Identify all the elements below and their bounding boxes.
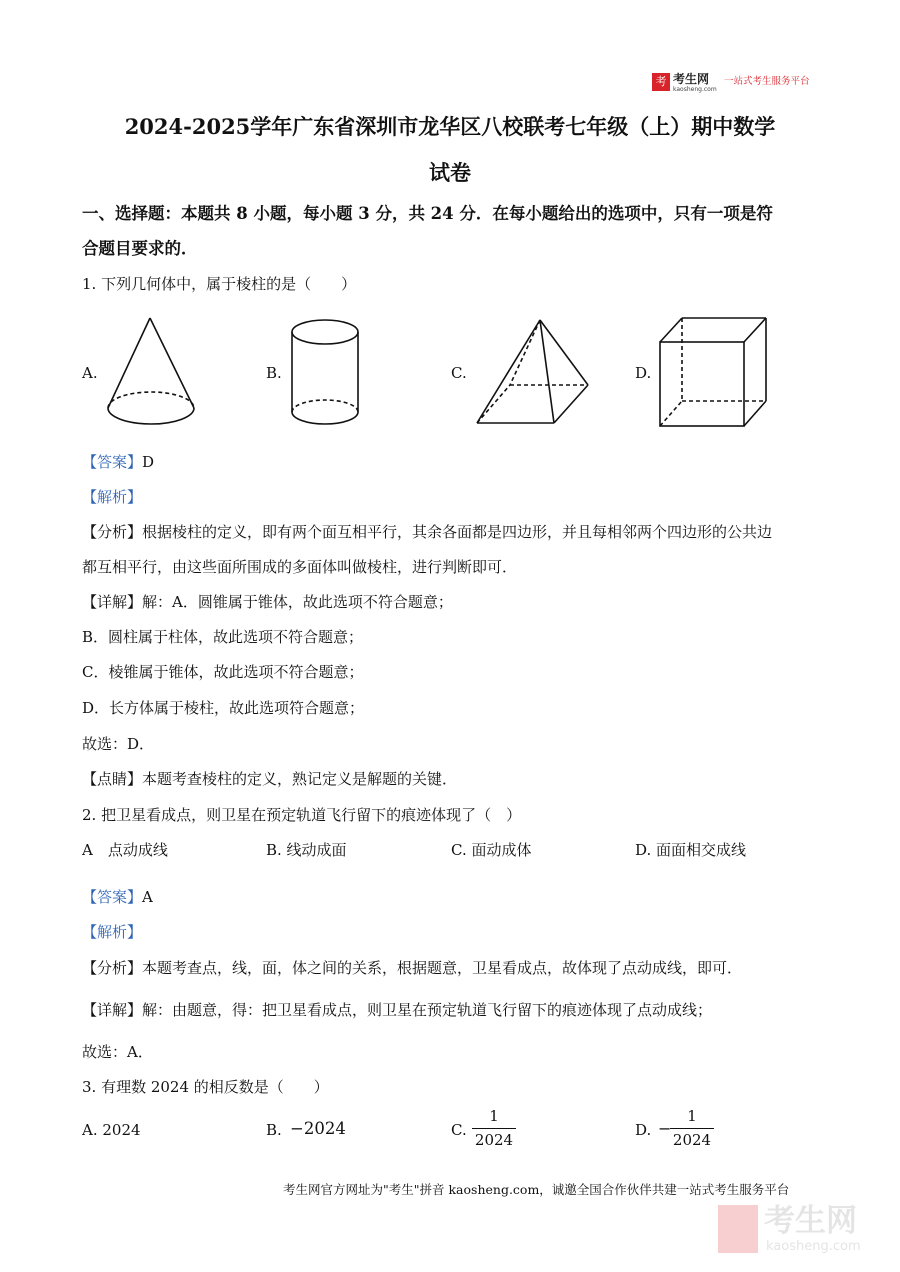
q2-stem: 2. 把卫星看成点，则卫星在预定轨道飞行留下的痕迹体现了（ ）	[82, 806, 522, 824]
fraction-numerator: 1	[472, 1106, 516, 1129]
cuboid-figure-icon	[656, 313, 776, 433]
answer-value: D	[142, 453, 155, 471]
q1-xiangjie-line1	[82, 592, 453, 612]
fenxi-text: 根据棱柱的定义，即有两个面互相平行，其余各面都是四边形，并且每相邻两个四边形的公共边	[142, 523, 773, 541]
q1-xiangjie-line-b: B．圆柱属于柱体，故此选项不符合题意；	[82, 628, 364, 646]
watermark-name: 考生网	[764, 1203, 857, 1239]
q2-analysis-tag: 【解析】	[82, 923, 143, 941]
footer-text: 考生网官方网址为"考生"拼音 kaosheng.com，诚邀全国合作伙伴共建一站式考生服务平台	[283, 1182, 790, 1197]
page-title-line1: 2024-2025学年广东省深圳市龙华区八校联考七年级（上）期中数学	[124, 114, 776, 139]
logo-mark-icon: 考	[652, 73, 670, 91]
pyramid-figure-icon	[474, 316, 594, 431]
q1-fenxi-line1	[82, 522, 772, 542]
q3-option-d-sign: −	[658, 1119, 672, 1138]
q1-xiangjie-line-d: D．长方体属于棱柱，故此选项符合题意；	[82, 699, 365, 717]
logo-domain: kaosheng.com	[673, 86, 717, 93]
q3-option-c-fraction	[472, 1106, 516, 1151]
q3-stem: 3. 有理数 2024 的相反数是（ ）	[82, 1078, 329, 1096]
q1-option-d-label: D.	[635, 364, 652, 382]
q1-stem: 1. 下列几何体中，属于棱柱的是（ ）	[82, 275, 357, 293]
q2-choose: 故选：A．	[82, 1043, 153, 1061]
dianjing-tag: 【点睛】	[82, 770, 143, 788]
watermark-logo-icon	[718, 1205, 758, 1253]
q1-analysis-tag: 【解析】	[82, 488, 143, 506]
q3-option-b-value: −2024	[290, 1119, 346, 1138]
fenxi-tag: 【分析】	[82, 959, 143, 977]
q2-option-a: A 点动成线	[82, 841, 168, 859]
q2-option-c: C. 面动成体	[451, 841, 532, 859]
fenxi-text: 本题考查点，线，面，体之间的关系，根据题意，卫星看成点，故体现了点动成线，即可．	[142, 959, 743, 977]
watermark	[718, 1203, 888, 1259]
q1-answer	[82, 452, 154, 472]
page-title-line2: 试卷	[429, 160, 471, 185]
section-heading-line1: 一、选择题：本题共 8 小题，每小题 3 分，共 24 分．在每小题给出的选项中，只有一项是符	[82, 204, 773, 223]
q3-option-c-label: C.	[451, 1121, 467, 1139]
fraction-numerator: 1	[670, 1106, 714, 1129]
answer-value: A	[142, 888, 153, 906]
logo-slogan: 一站式考生服务平台	[724, 76, 810, 87]
q3-option-b-label: B.	[266, 1121, 282, 1139]
xiangjie-text: 解：A．圆锥属于锥体，故此选项不符合题意；	[142, 593, 453, 611]
q1-xiangjie-line-c: C．棱锥属于锥体，故此选项不符合题意；	[82, 663, 364, 681]
q3-option-a: A. 2024	[82, 1121, 141, 1139]
xiangjie-text: 解：由题意，得：把卫星看成点，则卫星在预定轨道飞行留下的痕迹体现了点动成线；	[142, 1001, 713, 1019]
q1-option-c-label: C.	[451, 364, 467, 382]
cylinder-figure-icon	[288, 315, 368, 435]
fraction-denominator: 2024	[474, 1131, 514, 1149]
q3-option-d-label: D.	[635, 1121, 652, 1139]
dianjing-text: 本题考查棱柱的定义，熟记定义是解题的关键．	[142, 770, 458, 788]
q2-option-d: D. 面面相交成线	[635, 841, 747, 859]
cone-figure-icon	[104, 313, 204, 428]
q2-fenxi	[82, 958, 742, 978]
xiangjie-tag: 【详解】	[82, 593, 143, 611]
fenxi-tag: 【分析】	[82, 523, 143, 541]
q1-choose: 故选：D．	[82, 735, 155, 753]
q2-xiangjie	[82, 1000, 712, 1020]
answer-tag: 【答案】	[82, 453, 143, 471]
fraction-denominator: 2024	[672, 1131, 712, 1149]
q2-answer	[82, 887, 153, 907]
header-logo	[652, 72, 822, 96]
q1-dianjing	[82, 769, 457, 789]
q1-option-b-label: B.	[266, 364, 282, 382]
logo-name: 考生网	[673, 72, 710, 86]
q3-option-d-fraction	[670, 1106, 714, 1151]
xiangjie-tag: 【详解】	[82, 1001, 143, 1019]
watermark-domain: kaosheng.com	[766, 1239, 861, 1254]
section-heading-line2: 合题目要求的．	[82, 239, 198, 258]
q1-option-a-label: A.	[82, 364, 98, 382]
q2-option-b: B. 线动成面	[266, 841, 347, 859]
answer-tag: 【答案】	[82, 888, 143, 906]
q1-fenxi-line2: 都互相平行，由这些面所围成的多面体叫做棱柱，进行判断即可．	[82, 558, 518, 576]
